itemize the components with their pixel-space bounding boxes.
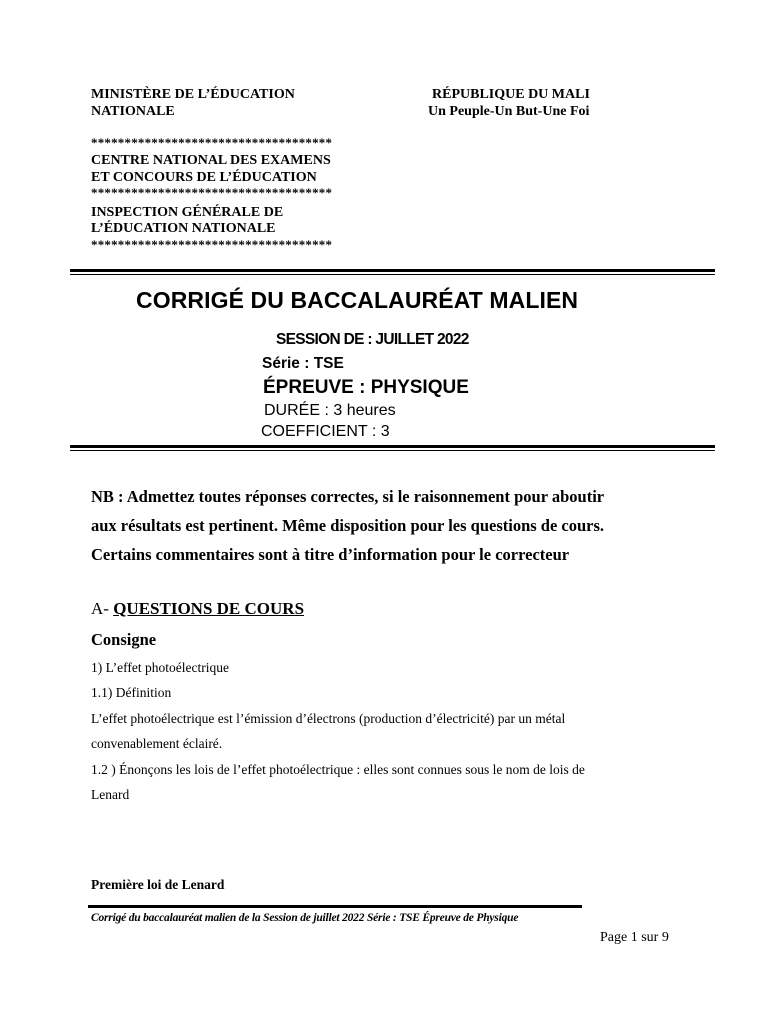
body-line: 1.2 ) Énonçons les lois de l’effet photoélectrique : elles sont connues sous le nom de lois de	[91, 762, 585, 777]
ministry-line-2: NATIONALE	[91, 104, 175, 119]
coefficient-label: COEFFICIENT : 3	[261, 423, 390, 440]
inspection-line-2: L’ÉDUCATION NATIONALE	[91, 221, 276, 236]
body-line: Lenard	[91, 787, 130, 802]
body-line: L’effet photoélectrique est l’émission d’électrons (production d’électricité) par un métal	[91, 711, 566, 726]
separator-stars: ************************************	[91, 185, 333, 200]
republic-motto: Un Peuple-Un But-Une Foi	[428, 104, 590, 119]
serie-label: Série : TSE	[262, 355, 344, 372]
top-rule	[70, 269, 715, 275]
centre-line-1: CENTRE NATIONAL DES EXAMENS	[91, 153, 331, 168]
inspection-line-1: INSPECTION GÉNÉRALE DE	[91, 205, 284, 220]
separator-stars: ************************************	[91, 237, 333, 252]
nb-line-1: NB : Admettez toutes réponses correctes, si le raisonnement pour aboutir	[91, 487, 605, 506]
first-law-heading: Première loi de Lenard	[91, 877, 225, 892]
consigne-heading: Consigne	[91, 630, 157, 649]
centre-line-2: ET CONCOURS DE L’ÉDUCATION	[91, 170, 317, 185]
body-line: 1.1) Définition	[91, 685, 172, 700]
republic-name: RÉPUBLIQUE DU MALI	[432, 87, 590, 102]
footer-caption: Corrigé du baccalauréat malien de la Session de juillet 2022 Série : TSE Épreuve de Physique	[91, 912, 519, 924]
session-label: SESSION DE : JUILLET 2022	[276, 331, 469, 348]
section-a-prefix: A-	[91, 599, 114, 618]
body-line: 1) L’effet photoélectrique	[91, 660, 229, 675]
separator-stars: ************************************	[91, 135, 333, 150]
section-a-title: QUESTIONS DE COURS	[113, 599, 305, 618]
nb-line-2: aux résultats est pertinent. Même disposition pour les questions de cours.	[91, 516, 605, 535]
footer-rule	[88, 905, 582, 908]
body-line: convenablement éclairé.	[91, 736, 223, 751]
ministry-line-1: MINISTÈRE DE L’ÉDUCATION	[91, 87, 295, 102]
nb-line-3: Certains commentaires sont à titre d’information pour le correcteur	[91, 545, 570, 564]
title-bottom-rule	[70, 445, 715, 451]
page-number: Page 1 sur 9	[600, 930, 669, 945]
section-a-heading	[91, 599, 304, 619]
duree-label: DURÉE : 3 heures	[264, 402, 396, 419]
page-title: CORRIGÉ DU BACCALAURÉAT MALIEN	[136, 287, 579, 313]
epreuve-label: ÉPREUVE : PHYSIQUE	[263, 377, 469, 398]
